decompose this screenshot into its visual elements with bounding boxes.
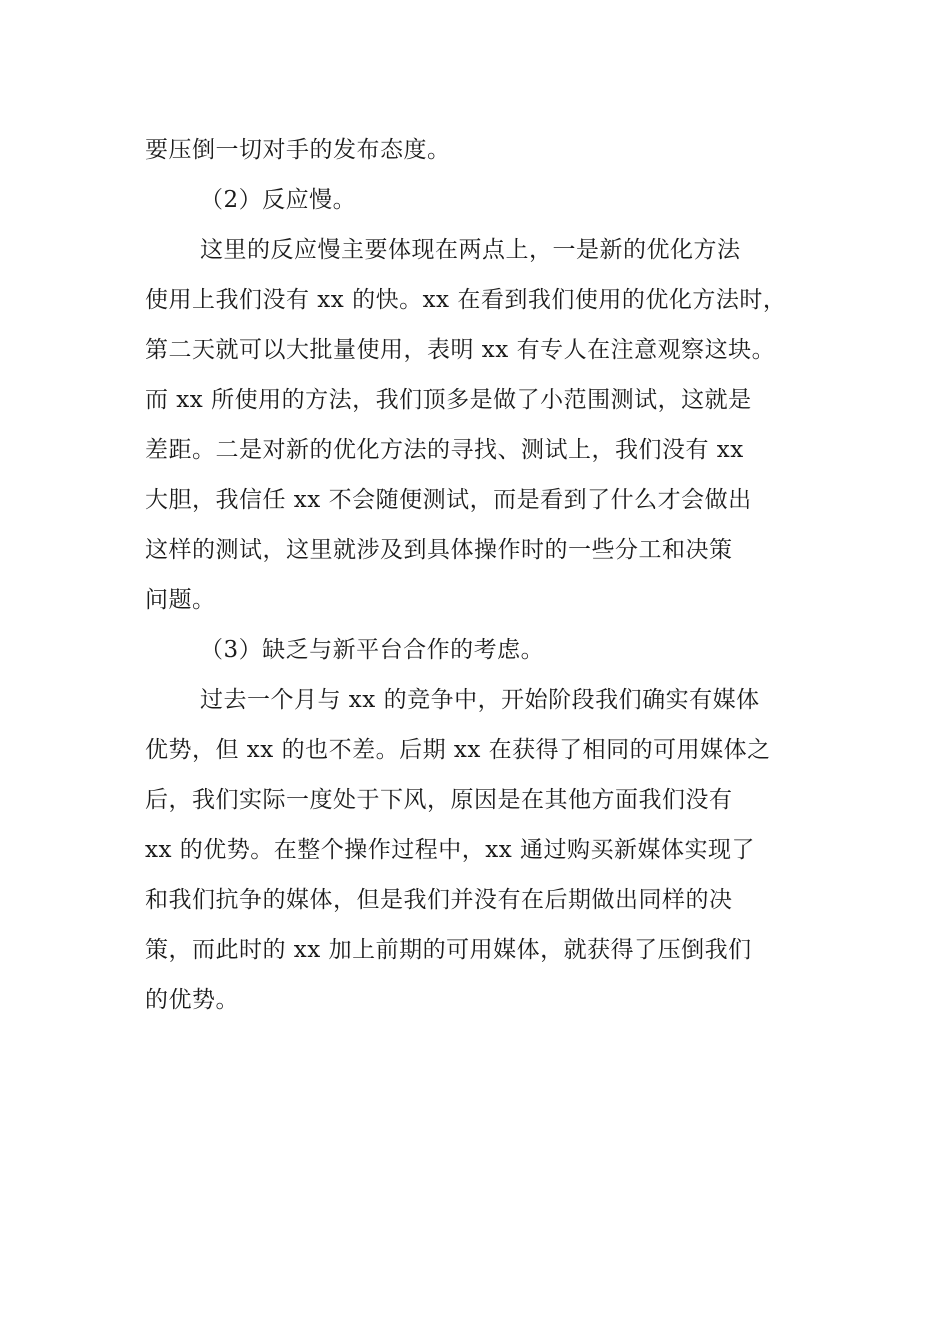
text-line: 优势，但 xx 的也不差。后期 xx 在获得了相同的可用媒体之 xyxy=(145,737,771,763)
text-line: 使用上我们没有 xx 的快。xx 在看到我们使用的优化方法时， xyxy=(145,287,787,313)
text-line: 而 xx 所使用的方法，我们顶多是做了小范围测试，这就是 xyxy=(145,387,752,413)
paragraph-first-line: 过去一个月与 xx 的竞争中，开始阶段我们确实有媒体 xyxy=(200,687,760,713)
text-line: 后，我们实际一度处于下风，原因是在其他方面我们没有 xyxy=(145,787,733,813)
text-line: 大胆，我信任 xx 不会随便测试，而是看到了什么才会做出 xyxy=(145,487,752,513)
section-heading-3: （3）缺乏与新平台合作的考虑。 xyxy=(200,637,545,663)
section-heading-2: （2）反应慢。 xyxy=(200,187,357,213)
text-line: 和我们抗争的媒体，但是我们并没有在后期做出同样的决 xyxy=(145,887,733,913)
text-line: 的优势。 xyxy=(145,987,239,1013)
text-line: 问题。 xyxy=(145,587,216,613)
text-line: 要压倒一切对手的发布态度。 xyxy=(145,137,451,163)
text-line: 第二天就可以大批量使用，表明 xx 有专人在注意观察这块。 xyxy=(145,337,776,363)
text-line: 策，而此时的 xx 加上前期的可用媒体，就获得了压倒我们 xyxy=(145,937,752,963)
text-line: 这样的测试，这里就涉及到具体操作时的一些分工和决策 xyxy=(145,537,733,563)
text-line: xx 的优势。在整个操作过程中，xx 通过购买新媒体实现了 xyxy=(145,837,756,863)
paragraph-first-line: 这里的反应慢主要体现在两点上，一是新的优化方法 xyxy=(200,237,741,263)
text-line: 差距。二是对新的优化方法的寻找、测试上，我们没有 xx xyxy=(145,437,744,463)
